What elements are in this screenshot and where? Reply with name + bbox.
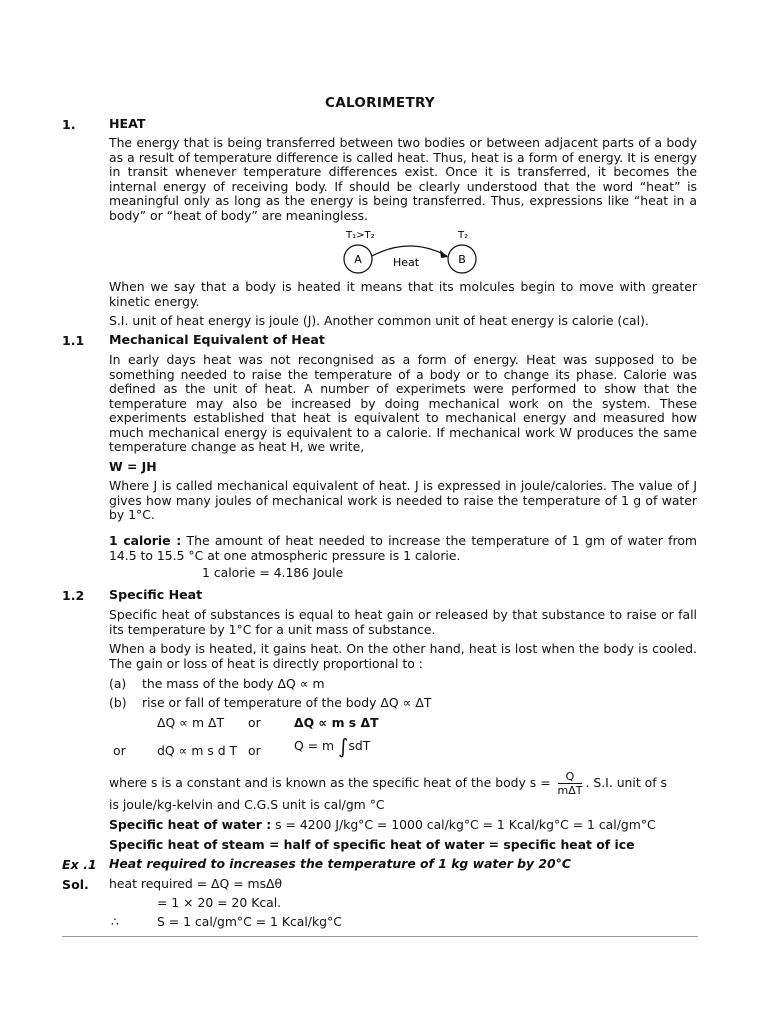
specific-heat-definition: Specific heat of substances is equal to heat gain or released by that substance to raise or fall its temperature by 1°C for a unit mass of substance.	[109, 607, 697, 637]
diagram-t2-label: T₂	[458, 230, 469, 241]
diagram-t1-label: T₁>T₂	[346, 230, 375, 241]
item-b-label: (b)	[109, 695, 127, 710]
solution-line-2: = 1 × 20 = 20 Kcal.	[157, 895, 282, 910]
integral-equation	[294, 734, 454, 758]
specific-heat-steam: Specific heat of steam = half of specific heat of water = specific heat of ice	[109, 837, 635, 852]
fraction-numerator: Q	[558, 770, 583, 784]
si-unit-paragraph: S.I. unit of heat energy is joule (J). Another common unit of heat energy is calorie (cal).	[109, 313, 649, 328]
specific-heat-formula-line	[109, 770, 697, 797]
section-number-1: 1.	[62, 117, 76, 132]
heat-transfer-diagram	[330, 226, 490, 276]
or-text-1: or	[248, 715, 261, 730]
heat-flow-arrow	[372, 246, 447, 256]
proportional-equation-2: ΔQ ∝ m s ΔT	[294, 715, 379, 730]
solution-line-3: S = 1 cal/gm°C = 1 Kcal/kg°C	[157, 914, 342, 929]
section-heading-heat: HEAT	[109, 116, 146, 131]
arrow-head-icon	[440, 250, 448, 258]
heat-definition-paragraph: The energy that is being transferred between two bodies or between adjacent parts of a body as a result of temperature difference is called heat. Thus, heat is a form of energy. It is energy in transit whenever temperature differences exist. Once it is transferred, it becomes the internal energy of receiving body. If should be clearly understood that the word “heat” is meaningful only as long as the energy is being transferred. Thus, expressions like “heat in a body” or “heat of body” are meaningless.	[109, 135, 697, 223]
integral-sign: ∫	[338, 734, 349, 758]
water-values: s = 4200 J/kg°C = 1000 cal/kg°C = 1 Kcal/kg°C = 1 cal/gm°C	[271, 817, 656, 832]
fraction-denominator: mΔT	[557, 784, 583, 797]
page-title: CALORIMETRY	[325, 95, 435, 111]
example-question: Heat required to increases the temperature of 1 kg water by 20°C	[109, 856, 571, 871]
footer-divider	[62, 936, 698, 937]
where-suffix: . S.I. unit of s	[585, 775, 667, 790]
solution-line-1: heat required = ΔQ = msΔθ	[109, 876, 283, 891]
body-a-label: A	[354, 253, 362, 266]
example-number: Ex .1	[62, 857, 97, 872]
section-heading-mechanical-equivalent: Mechanical Equivalent of Heat	[109, 332, 325, 347]
section-number-1-2: 1.2	[62, 588, 85, 603]
heating-cooling-paragraph: When a body is heated, it gains heat. On the other hand, heat is lost when the body is cooled. The gain or loss of heat is directly proportional to :	[109, 641, 697, 671]
section-heading-specific-heat: Specific Heat	[109, 587, 203, 602]
item-b-text: rise or fall of temperature of the body ΔQ ∝ ΔT	[142, 695, 432, 710]
diagram-heat-label: Heat	[392, 256, 420, 269]
solution-label: Sol.	[62, 877, 89, 892]
specific-heat-water	[109, 818, 697, 833]
body-b-label: B	[458, 253, 466, 266]
heated-body-paragraph: When we say that a body is heated it means that its molcules begin to move with greater kinetic energy.	[109, 279, 697, 309]
water-label: Specific heat of water :	[109, 817, 272, 832]
or-text-3: or	[248, 743, 261, 758]
item-a-label: (a)	[109, 676, 127, 691]
differential-equation: dQ ∝ m s d T	[157, 743, 238, 758]
calorie-definition	[109, 534, 697, 563]
therefore-icon: ∴	[111, 914, 119, 929]
j-definition-paragraph: Where J is called mechanical equivalent of heat. J is expressed in joule/calories. The value of J gives how many joules of mechanical work is needed to raise the temperature of 1 g of water by 1°C.	[109, 478, 697, 522]
calorie-label: 1 calorie :	[109, 533, 182, 548]
calorie-text: The amount of heat needed to increase the temperature of 1 gm of water from 14.5 to 15.5 °C at one atmospheric pressure is 1 calorie.	[109, 533, 698, 563]
mechanical-equivalent-paragraph: In early days heat was not recongnised as a form of energy. Heat was supposed to be something needed to raise the temperature of a body or to change its phase. Calorie was defined as the unit of heat. A number of experimets were performed to show that the temperature may also be increased by doing mechanical work on the system. These experiments established that heat is equivalent to mechanical energy and measured how much mechanical energy is equivalent to a calorie. If mechanical work W produces the same temperature change as heat H, we write,	[109, 352, 697, 454]
calorie-joule-equation: 1 calorie = 4.186 Joule	[202, 565, 344, 580]
where-text: where s is a constant and is known as the specific heat of the body s =	[109, 775, 555, 790]
integral-suffix: sdT	[348, 738, 371, 753]
item-a-text: the mass of the body ΔQ ∝ m	[142, 676, 325, 691]
integral-prefix: Q = m	[294, 738, 335, 753]
proportional-equation-1: ΔQ ∝ m ΔT	[157, 715, 225, 730]
unit-line: is joule/kg-kelvin and C.G.S unit is cal/gm °C	[109, 797, 385, 812]
or-text-2: or	[113, 743, 126, 758]
specific-heat-fraction	[558, 770, 583, 797]
section-number-1-1: 1.1	[62, 333, 85, 348]
equation-w-jh: W = JH	[109, 459, 157, 474]
